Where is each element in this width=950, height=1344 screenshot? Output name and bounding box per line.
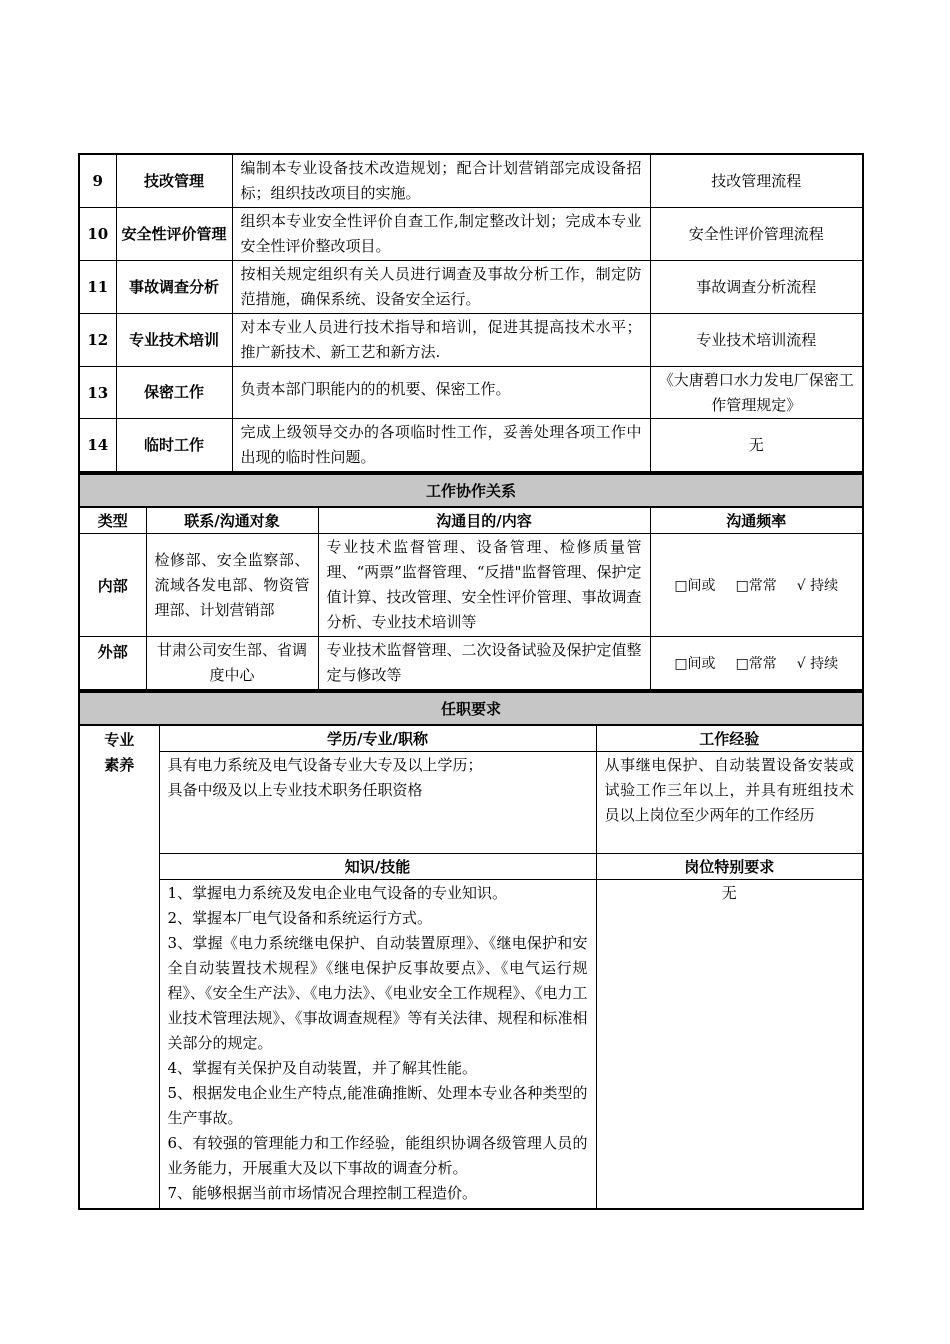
cooperation-row-external xyxy=(79,637,863,691)
duty-process: 专业技术培训流程 xyxy=(650,314,863,367)
duty-process: 技改管理流程 xyxy=(650,154,863,208)
cooperation-type: 外部 xyxy=(79,637,146,691)
frequency-option-occasional: □间或 xyxy=(674,656,716,672)
frequency-option-often: □常常 xyxy=(735,656,777,672)
duty-row xyxy=(79,208,863,261)
cooperation-purpose: 专业技术监督管理、二次设备试验及保护定值整定与修改等 xyxy=(318,637,650,691)
duty-row xyxy=(79,261,863,314)
duty-task: 临时工作 xyxy=(116,419,232,473)
duty-number: 13 xyxy=(79,367,116,419)
cooperation-purpose: 专业技术监督管理、设备管理、检修质量管理、“两票”监督管理、“反措"监督管理、保护定值计算、技改管理、安全性评价管理、事故调查分析、专业技术培训等 xyxy=(318,534,650,637)
requirements-table xyxy=(78,691,864,1210)
experience-requirements: 从事继电保护、自动装置设备安装或试验工作三年以上，并具有班组技术员以上岗位至少两年的工作经历 xyxy=(596,752,863,854)
duty-process: 事故调查分析流程 xyxy=(650,261,863,314)
duty-row xyxy=(79,419,863,473)
duty-description: 组织本专业安全性评价自查工作,制定整改计划；完成本专业安全性评价整改项目。 xyxy=(232,208,650,261)
professional-quality-label xyxy=(79,725,159,1209)
skill-item: 2、掌握本厂电气设备和系统运行方式。 xyxy=(167,909,433,927)
duty-description: 编制本专业设备技术改造规划；配合计划营销部完成设备招标；组织技改项目的实施。 xyxy=(232,154,650,208)
frequency-option-continuous: √ 持续 xyxy=(796,656,839,672)
education-header: 学历/专业/职称 xyxy=(159,725,596,752)
cooperation-table xyxy=(78,473,864,691)
education-line: 具有电力系统及电气设备专业大专及以上学历； xyxy=(167,756,483,774)
special-requirements: 无 xyxy=(596,880,863,1210)
special-requirements-header: 岗位特别要求 xyxy=(596,854,863,880)
purpose-header: 沟通目的/内容 xyxy=(318,507,650,534)
duty-number: 11 xyxy=(79,261,116,314)
frequency-option-continuous: √ 持续 xyxy=(796,578,839,594)
cooperation-target: 检修部、安全监察部、流域各发电部、物资管理部、计划营销部 xyxy=(146,534,318,637)
skill-item: 3、掌握《电力系统继电保护、自动装置原理》、《继电保护和安全自动装置技术规程》《继电保护反事故要点》、《电气运行规程》、《安全生产法》、《电力法》、《电业安全工作规程》、《电力工业技术管理法规》、《事故调查规程》等有关法律、规程和标准相关部分的规定。 xyxy=(167,934,588,1052)
duties-table xyxy=(78,153,864,473)
duty-description: 按相关规定组织有关人员进行调查及事故分析工作，制定防范措施，确保系统、设备安全运行。 xyxy=(232,261,650,314)
target-header: 联系/沟通对象 xyxy=(146,507,318,534)
job-description-page xyxy=(78,153,862,1210)
category-text: 专业素养 xyxy=(104,731,135,774)
skills-header: 知识/技能 xyxy=(159,854,596,880)
frequency-options xyxy=(650,534,863,637)
duty-task: 专业技术培训 xyxy=(116,314,232,367)
education-line: 具备中级及以上专业技术职务任职资格 xyxy=(167,781,423,799)
skill-item: 4、掌握有关保护及自动装置，并了解其性能。 xyxy=(167,1059,478,1077)
duty-description: 完成上级领导交办的各项临时性工作，妥善处理各项工作中出现的临时性问题。 xyxy=(232,419,650,473)
frequency-option-occasional: □间或 xyxy=(674,578,716,594)
cooperation-target: 甘肃公司安生部、省调度中心 xyxy=(146,637,318,691)
skill-item: 6、有较强的管理能力和工作经验，能组织协调各级管理人员的业务能力，开展重大及以下事故的调查分析。 xyxy=(167,1134,588,1177)
duty-row xyxy=(79,367,863,419)
duty-task: 事故调查分析 xyxy=(116,261,232,314)
duty-task: 技改管理 xyxy=(116,154,232,208)
duty-description: 负责本部门职能内的的机要、保密工作。 xyxy=(232,367,650,419)
education-requirements xyxy=(159,752,596,854)
experience-header: 工作经验 xyxy=(596,725,863,752)
type-header: 类型 xyxy=(79,507,146,534)
skills-list xyxy=(159,880,596,1210)
frequency-header: 沟通频率 xyxy=(650,507,863,534)
duty-number: 9 xyxy=(79,154,116,208)
cooperation-section-title: 工作协作关系 xyxy=(79,474,863,507)
duty-task: 保密工作 xyxy=(116,367,232,419)
duty-number: 14 xyxy=(79,419,116,473)
duty-process: 《大唐碧口水力发电厂保密工作管理规定》 xyxy=(650,367,863,419)
duty-task: 安全性评价管理 xyxy=(116,208,232,261)
cooperation-type: 内部 xyxy=(79,534,146,637)
duty-description: 对本专业人员进行技术指导和培训，促进其提高技术水平；推广新技术、新工艺和新方法. xyxy=(232,314,650,367)
frequency-option-often: □常常 xyxy=(735,578,777,594)
duty-row xyxy=(79,314,863,367)
duty-process: 无 xyxy=(650,419,863,473)
skill-item: 5、根据发电企业生产特点,能准确推断、处理本专业各种类型的生产事故。 xyxy=(167,1084,588,1127)
requirements-section-title: 任职要求 xyxy=(79,692,863,725)
duty-number: 12 xyxy=(79,314,116,367)
skill-item: 1、掌握电力系统及发电企业电气设备的专业知识。 xyxy=(167,884,508,902)
duty-number: 10 xyxy=(79,208,116,261)
skill-item: 7、能够根据当前市场情况合理控制工程造价。 xyxy=(167,1184,478,1202)
duty-process: 安全性评价管理流程 xyxy=(650,208,863,261)
frequency-options xyxy=(650,637,863,691)
cooperation-row-internal xyxy=(79,534,863,637)
duty-row xyxy=(79,154,863,208)
